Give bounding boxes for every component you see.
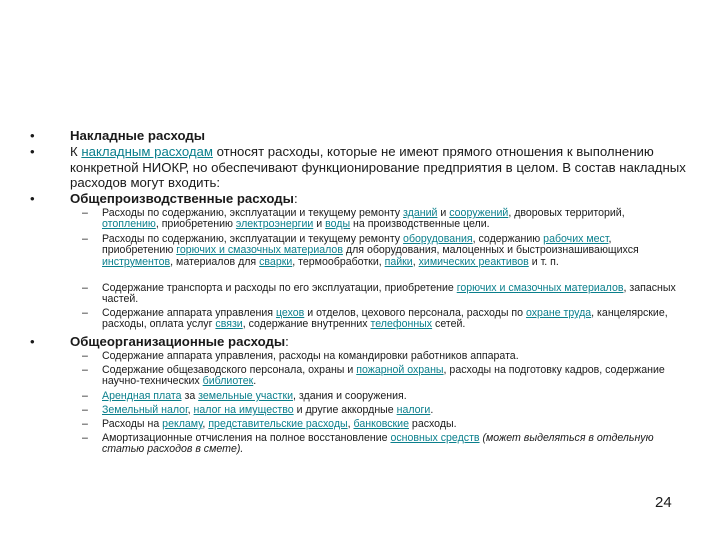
list-item-text xyxy=(102,234,677,268)
text-run: , канцелярские, расходы, оплата услуг xyxy=(102,307,668,331)
link-overhead[interactable]: накладным расходам xyxy=(81,144,213,159)
link-rent[interactable]: Арендная плата xyxy=(102,390,182,402)
link-land-tax[interactable]: Земельный налог xyxy=(102,404,188,416)
link-buildings[interactable]: зданий xyxy=(403,207,438,219)
list-item-text xyxy=(102,419,677,430)
page-number: 24 xyxy=(655,494,672,511)
link-fire-protection[interactable]: пожарной охраны xyxy=(356,364,444,376)
text-run: для оборудования, малоценных и быстроизнашивающихся xyxy=(342,244,639,257)
text-run: и xyxy=(437,207,450,219)
text-run: и отделов, цехового персонала, расходы по xyxy=(304,307,526,319)
text-run: и другие аккордные xyxy=(293,404,397,416)
text-run: , приобретению xyxy=(155,218,236,231)
text-run: Содержание общезаводского персонала, охраны и xyxy=(102,364,357,376)
link-welding[interactable]: сварки xyxy=(259,255,293,268)
dash-marker: – xyxy=(82,282,88,294)
link-taxes[interactable]: налоги xyxy=(396,404,431,416)
link-chemical-reagents[interactable]: химических реактивов xyxy=(418,255,529,268)
text-run: Расходы на xyxy=(102,418,163,430)
link-workshops[interactable]: цехов xyxy=(275,307,305,319)
text-run: Содержание аппарата управления xyxy=(102,307,276,319)
text-run: Содержание транспорта и расходы по его эксплуатации, приобретение xyxy=(102,282,457,294)
list-item-text xyxy=(102,351,677,362)
link-equipment[interactable]: оборудования xyxy=(403,233,473,245)
text-run: Содержание аппарата управления, расходы на командировки работников аппарата. xyxy=(102,350,519,362)
list-item-text xyxy=(102,208,677,231)
dash-marker: – xyxy=(82,364,88,376)
link-heating[interactable]: отоплению xyxy=(102,218,156,231)
text-run: Амортизационные отчисления на полное восстановление xyxy=(102,432,391,444)
link-advertising[interactable]: рекламу xyxy=(162,418,203,430)
link-banking[interactable]: банковские xyxy=(353,418,409,430)
text-run: К xyxy=(70,144,82,159)
text-run: . xyxy=(253,375,257,388)
bullet-marker: • xyxy=(30,144,35,159)
link-structures[interactable]: сооружений xyxy=(449,207,509,219)
link-fuel-lubricants[interactable]: горючих и смазочных материалов xyxy=(456,282,624,294)
section-title: Накладные расходы xyxy=(70,128,205,143)
text-run: , запасных частей. xyxy=(102,282,676,306)
list-item-text xyxy=(102,283,677,306)
link-fuel-lubricants[interactable]: горючих и смазочных материалов xyxy=(176,244,343,257)
list-item-text xyxy=(102,405,677,416)
text-run: за xyxy=(181,390,199,402)
text-run: , материалов для xyxy=(170,255,260,268)
link-water[interactable]: воды xyxy=(325,218,351,231)
text-run: Расходы по содержанию, эксплуатации и текущему ремонту xyxy=(102,233,404,245)
link-representation-costs[interactable]: представительские расходы xyxy=(208,418,348,430)
text-run: : xyxy=(285,334,289,349)
text-run: , xyxy=(202,418,209,430)
link-fixed-assets[interactable]: основных средств xyxy=(390,432,480,444)
text-run: и xyxy=(313,218,326,231)
bullet-marker: • xyxy=(30,128,35,143)
text-run: . xyxy=(430,404,434,416)
link-soldering[interactable]: пайки xyxy=(384,255,413,268)
link-electricity[interactable]: электроэнергии xyxy=(235,218,314,231)
dash-marker: – xyxy=(82,207,88,219)
text-run: , xyxy=(412,255,419,268)
text-run: , термообработки, xyxy=(292,255,385,268)
dash-marker: – xyxy=(82,307,88,319)
definition-text xyxy=(70,144,690,191)
section-heading xyxy=(70,334,690,350)
section-title: Общеорганизационные расходы xyxy=(70,334,286,349)
section-heading xyxy=(70,191,690,207)
list-item-text xyxy=(102,365,677,388)
dash-marker: – xyxy=(82,350,88,362)
text-run: , xyxy=(187,404,194,416)
text-run: (может выделяться в отдельную статью расходов в смете). xyxy=(102,432,654,456)
link-tools[interactable]: инструментов xyxy=(102,255,171,268)
dash-marker: – xyxy=(82,432,88,444)
text-run: относят расходы, которые не имеют прямого отношения к выполнению конкретной НИОКР, но обеспечивают функционирование предприятия в целом. В состав накладных расходов могут входить: xyxy=(70,144,686,190)
link-land-plots[interactable]: земельные участки xyxy=(198,390,294,402)
list-item-text xyxy=(102,308,677,331)
bullet-marker: • xyxy=(30,191,35,206)
link-libraries[interactable]: библиотек xyxy=(202,375,254,388)
section-title: Общепроизводственные расходы xyxy=(70,191,294,206)
bullet-marker: • xyxy=(30,334,35,349)
text-run: , приобретению xyxy=(102,233,612,257)
text-run: сетей. xyxy=(432,318,466,331)
text-run: , дворовых территорий, xyxy=(508,207,625,219)
text-run: : xyxy=(293,191,298,206)
link-telephone[interactable]: телефонных xyxy=(370,318,433,331)
list-item-text xyxy=(102,391,677,402)
dash-marker: – xyxy=(82,233,88,245)
text-run: , xyxy=(347,418,354,430)
text-run: на производственные цели. xyxy=(350,218,490,231)
text-run: и т. п. xyxy=(528,255,559,268)
text-run: , здания и сооружения. xyxy=(293,390,407,402)
link-labor-protection[interactable]: охране труда xyxy=(525,307,592,319)
dash-marker: – xyxy=(82,404,88,416)
text-run: , содержание внутренних xyxy=(242,318,371,331)
link-communications[interactable]: связи xyxy=(215,318,243,331)
link-property-tax[interactable]: налог на имущество xyxy=(193,404,294,416)
dash-marker: – xyxy=(82,418,88,430)
link-workplaces[interactable]: рабочих мест xyxy=(543,233,609,245)
dash-marker: – xyxy=(82,390,88,402)
text-run: Расходы по содержанию, эксплуатации и текущему ремонту xyxy=(102,207,404,219)
text-run: , расходы на подготовку кадров, содержание научно-технических xyxy=(102,364,665,388)
text-run: расходы. xyxy=(408,418,457,430)
list-item-text xyxy=(102,433,677,456)
text-run: , содержанию xyxy=(472,233,544,245)
